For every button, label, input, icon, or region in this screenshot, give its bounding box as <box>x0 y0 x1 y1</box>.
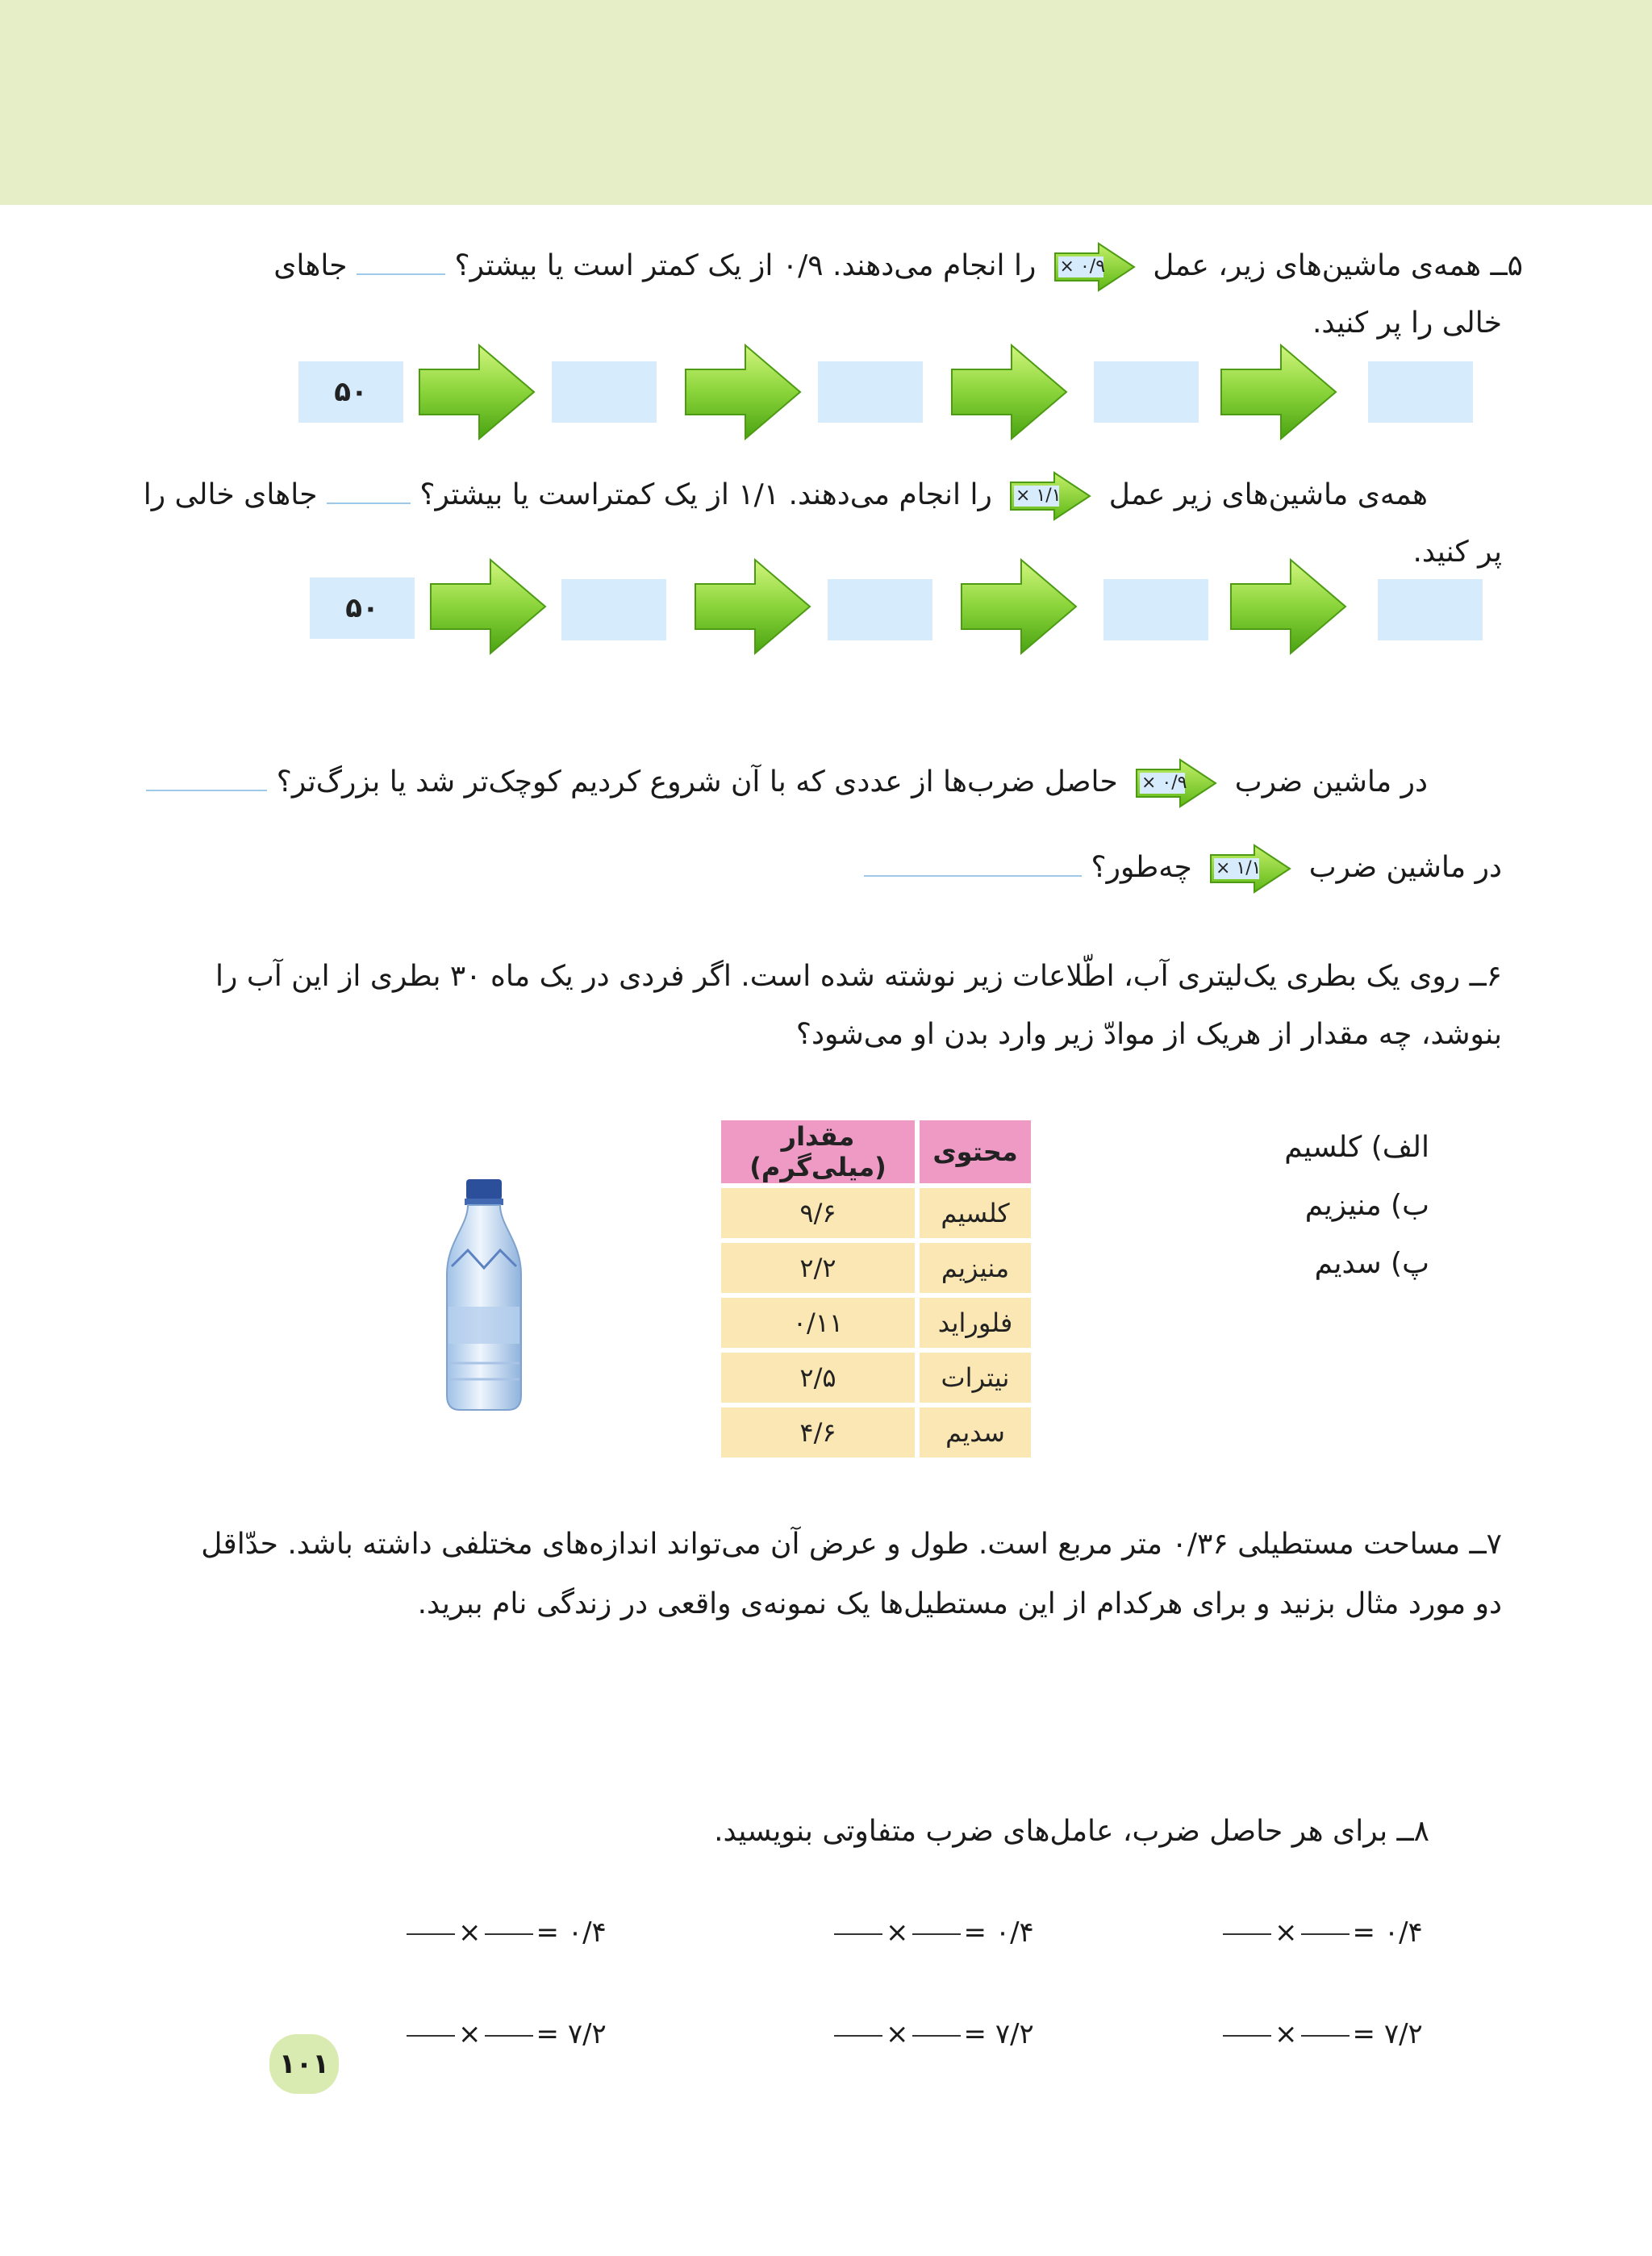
page-number: ۱۰۱ <box>269 2034 339 2094</box>
answer-blank[interactable] <box>834 2035 882 2037</box>
table-row <box>721 1407 1031 1457</box>
answer-blank[interactable] <box>485 1933 533 1935</box>
q5-line2 <box>1312 306 1502 340</box>
nutrition-table <box>716 1115 1036 1462</box>
q5-text-b2: را انجام می‌دهند. ۱/۱ از یک کمتراست یا بیشتر؟ <box>419 478 992 511</box>
answer-blank[interactable] <box>912 2035 961 2037</box>
q6-item-text: ب) منیزیم <box>1304 1189 1429 1222</box>
equals-sign: = <box>536 1916 559 1949</box>
machine-tag-label: ۰/۹ × <box>1141 773 1187 793</box>
answer-box[interactable] <box>561 579 666 640</box>
answer-blank[interactable] <box>357 273 445 275</box>
q5-text-a2: همه‌ی ماشین‌های زیر عمل <box>1108 478 1428 511</box>
machine-tag-11 <box>1007 471 1093 521</box>
water-bottle-icon <box>436 1178 532 1413</box>
answer-box[interactable] <box>1368 361 1473 423</box>
product-value: ۷/۲ <box>567 2018 607 2050</box>
q6-text-1: ۶ــ روی یک بطری یک‌لیتری آب، اطّلاعات زیر نوشته شده است. اگر فردی در یک ماه ۳۰ بطری از این آب را <box>215 960 1502 993</box>
table-cell: سدیم <box>920 1407 1031 1457</box>
equals-sign: = <box>1352 1916 1375 1949</box>
q7-line1 <box>201 1528 1502 1561</box>
table-row <box>721 1353 1031 1403</box>
q7-text-1: ۷ــ مساحت مستطیلی ۰/۳۶ متر مربع است. طول و عرض آن می‌تواند اندازه‌های مختلفی داشته باشد. حدّاقل <box>201 1528 1502 1561</box>
q5-text-c2: جاهای خالی را <box>143 478 318 511</box>
equation <box>403 1916 607 1949</box>
answer-blank[interactable] <box>1223 2035 1271 2037</box>
product-value: ۰/۴ <box>1383 1916 1423 1949</box>
machine-tag-11 <box>1208 844 1293 894</box>
start-value: ۵۰ <box>345 592 379 624</box>
equation <box>1220 2018 1423 2050</box>
equation <box>831 1916 1034 1949</box>
answer-box[interactable] <box>1103 579 1208 640</box>
start-box <box>310 578 415 639</box>
machine-tag-label: ۱/۱ × <box>1016 486 1062 506</box>
q5-line2-text: خالی را پر کنید. <box>1312 306 1502 340</box>
equals-sign: = <box>963 1916 987 1949</box>
q5-text-a4: در ماشین ضرب <box>1308 851 1502 884</box>
q6-item-text: پ) سدیم <box>1314 1247 1429 1280</box>
times-sign: × <box>886 1916 909 1949</box>
equals-sign: = <box>963 2018 987 2050</box>
answer-blank[interactable] <box>146 790 267 791</box>
table-cell: ۲/۲ <box>721 1243 915 1293</box>
q8-title <box>714 1815 1429 1848</box>
machine-tag-label: ۱/۱ × <box>1215 858 1262 878</box>
answer-blank[interactable] <box>912 1933 961 1935</box>
table-row <box>721 1188 1031 1238</box>
arrow-icon <box>1228 557 1349 657</box>
times-sign: × <box>886 2018 909 2050</box>
answer-box[interactable] <box>552 361 657 423</box>
q5-text-b3: حاصل ضرب‌ها از عددی که با آن شروع کردیم کوچک‌تر شد یا بزرگ‌تر؟ <box>276 765 1118 799</box>
q5-line5 <box>146 758 1428 808</box>
product-value: ۷/۲ <box>1383 2018 1423 2050</box>
table-header: محتوی <box>920 1120 1031 1183</box>
times-sign: × <box>458 2018 482 2050</box>
machine-tag-09 <box>1133 758 1219 808</box>
arrow-icon <box>416 342 537 442</box>
q6-item-text: الف) کلسیم <box>1284 1131 1429 1164</box>
table-cell: ۰/۱۱ <box>721 1298 915 1348</box>
answer-blank[interactable] <box>864 875 1082 877</box>
arrow-icon <box>958 557 1079 657</box>
answer-box[interactable] <box>828 579 932 640</box>
answer-blank[interactable] <box>834 1933 882 1935</box>
arrow-icon <box>949 342 1070 442</box>
table-cell: نیترات <box>920 1353 1031 1403</box>
table-cell: کلسیم <box>920 1188 1031 1238</box>
machine-tag-09 <box>1052 242 1137 292</box>
equation <box>1220 1916 1423 1949</box>
times-sign: × <box>1274 1916 1298 1949</box>
arrow-icon <box>1218 342 1339 442</box>
equation <box>403 2018 607 2050</box>
q6-item-a <box>1284 1131 1429 1164</box>
q8-text: ۸ــ برای هر حاصل ضرب، عامل‌های ضرب متفاوتی بنویسید. <box>714 1815 1429 1848</box>
equation <box>831 2018 1034 2050</box>
q6-item-b <box>1305 1189 1429 1222</box>
q6-line2 <box>796 1018 1502 1051</box>
equals-sign: = <box>536 2018 559 2050</box>
q7-line2 <box>418 1587 1502 1620</box>
answer-box[interactable] <box>1378 579 1483 640</box>
answer-blank[interactable] <box>407 2035 455 2037</box>
table-cell: منیزیم <box>920 1243 1031 1293</box>
q5-line4 <box>1412 536 1502 569</box>
q7-text-2: دو مورد مثال بزنید و برای هرکدام از این مستطیل‌ها یک نمونه‌ی واقعی در زندگی نام ببرید. <box>417 1587 1502 1620</box>
answer-box[interactable] <box>1094 361 1199 423</box>
q5-text-c: جاهای <box>273 249 348 282</box>
table-header: مقدار (میلی‌گرم) <box>721 1120 915 1183</box>
q5-text-b: را انجام می‌دهند. ۰/۹ از یک کمتر است یا بیشتر؟ <box>454 249 1037 282</box>
times-sign: × <box>1274 2018 1298 2050</box>
table-cell: ۲/۵ <box>721 1353 915 1403</box>
arrow-icon <box>428 557 549 657</box>
answer-blank[interactable] <box>1223 1933 1271 1935</box>
answer-blank[interactable] <box>327 502 411 504</box>
q5-line4-text: پر کنید. <box>1412 536 1502 569</box>
arrow-icon <box>682 342 803 442</box>
q5-text-b4: چه‌طور؟ <box>1091 851 1192 884</box>
arrow-icon <box>692 557 813 657</box>
answer-blank[interactable] <box>407 1933 455 1935</box>
machine-tag-label: ۰/۹ × <box>1059 256 1106 277</box>
start-value: ۵۰ <box>334 376 368 408</box>
table-row <box>721 1243 1031 1293</box>
q5-line6 <box>864 844 1502 894</box>
answer-box[interactable] <box>818 361 923 423</box>
header-band <box>0 0 1652 205</box>
product-value: ۰/۴ <box>567 1916 607 1949</box>
product-value: ۰/۴ <box>995 1916 1034 1949</box>
table-cell: ۴/۶ <box>721 1407 915 1457</box>
table-header-row <box>721 1120 1031 1183</box>
table-cell: ۹/۶ <box>721 1188 915 1238</box>
table-row <box>721 1298 1031 1348</box>
table-cell: فلوراید <box>920 1298 1031 1348</box>
q6-item-c <box>1315 1247 1429 1280</box>
equals-sign: = <box>1352 2018 1375 2050</box>
start-box <box>298 361 403 423</box>
answer-blank[interactable] <box>485 2035 533 2037</box>
q5-line1 <box>273 242 1523 292</box>
product-value: ۷/۲ <box>995 2018 1034 2050</box>
answer-blank[interactable] <box>1301 2035 1350 2037</box>
q6-text-2: بنوشد، چه مقدار از هریک از موادّ زیر وارد بدن او می‌شود؟ <box>795 1018 1502 1051</box>
q5-line3 <box>144 471 1428 521</box>
q6-line1 <box>215 960 1502 993</box>
answer-blank[interactable] <box>1301 1933 1350 1935</box>
times-sign: × <box>458 1916 482 1949</box>
q5-text-a3: در ماشین ضرب <box>1234 765 1428 799</box>
q5-text-a: ۵ــ همه‌ی ماشین‌های زیر، عمل <box>1153 249 1523 282</box>
